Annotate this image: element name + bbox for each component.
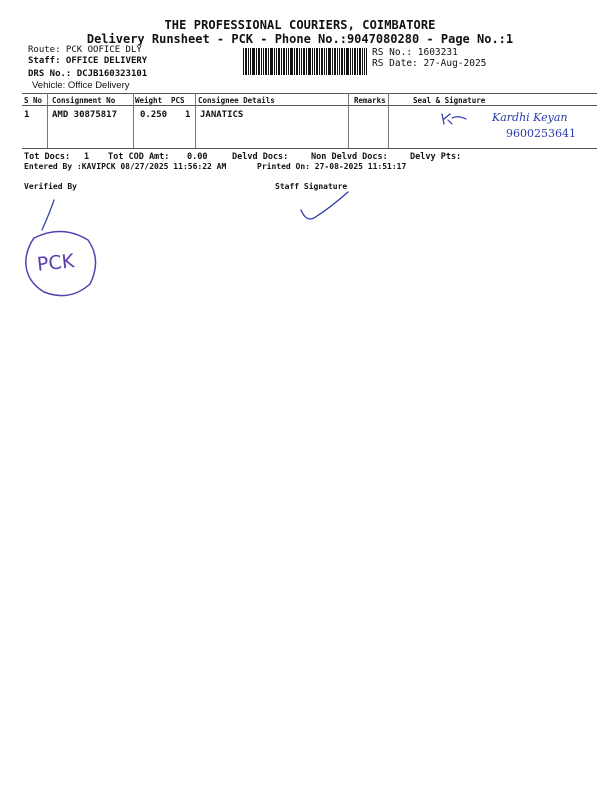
company-title: THE PROFESSIONAL COURIERS, COIMBATORE [164, 18, 436, 32]
tot-docs-label: Tot Docs: [24, 152, 71, 162]
table-top-border [22, 93, 597, 94]
delvy-pts-label: Delvy Pts: [410, 152, 462, 162]
table-bottom-border [22, 148, 597, 149]
table-header-divider [22, 105, 597, 106]
staff-signature-label: Staff Signature [275, 182, 348, 191]
tot-docs-value: 1 [84, 152, 90, 162]
non-delvd-docs-label: Non Delvd Docs: [311, 152, 388, 162]
col-header-remarks: Remarks [354, 96, 386, 105]
column-divider [47, 93, 48, 148]
runsheet-subtitle: Delivery Runsheet - PCK - Phone No.:9047080280 - Page No.:1 [86, 32, 514, 46]
column-divider [388, 93, 389, 148]
col-header-consignment: Consignment No [52, 96, 116, 105]
staff-label: Staff: OFFICE DELIVERY [28, 56, 148, 66]
col-header-pcs: PCS [171, 96, 185, 105]
rs-date: RS Date: 27-Aug-2025 [372, 58, 487, 69]
initials-signature [440, 110, 470, 128]
recipient-phone: 9600253641 [506, 127, 576, 140]
rs-number: RS No.: 1603231 [372, 47, 458, 58]
row-pcs: 1 [185, 110, 191, 120]
drs-number: DRS No.: DCJB160323101 [28, 69, 148, 79]
entered-by: Entered By :KAVIPCK 08/27/2025 11:56:22 AM [24, 162, 227, 171]
printed-on: Printed On: 27-08-2025 11:51:17 [257, 162, 407, 171]
delvd-docs-label: Delvd Docs: [232, 152, 289, 162]
column-divider [133, 93, 134, 148]
barcode-icon [243, 48, 367, 75]
row-consignee: JANATICS [200, 110, 244, 120]
recipient-signature-name: Kardhi Keyan [492, 111, 568, 124]
tot-cod-label: Tot COD Amt: [108, 152, 170, 162]
verified-by-label: Verified By [24, 182, 77, 191]
row-consignment: AMD 30875817 [52, 110, 118, 120]
tot-cod-value: 0.00 [187, 152, 208, 162]
column-divider [348, 93, 349, 148]
route-label: Route: PCK OOFICE DLY [28, 45, 142, 55]
col-header-seal: Seal & Signature [413, 96, 486, 105]
row-sno: 1 [24, 110, 30, 120]
staff-signature-mark [298, 188, 352, 224]
col-header-sno: S No [24, 96, 43, 105]
stamp-label: PCK [35, 250, 76, 276]
col-header-consignee: Consignee Details [198, 96, 275, 105]
col-header-weight: Weight [135, 96, 163, 105]
row-weight: 0.250 [140, 110, 168, 120]
vehicle-label: Vehicle: Office Delivery [32, 80, 130, 91]
column-divider [195, 93, 196, 148]
